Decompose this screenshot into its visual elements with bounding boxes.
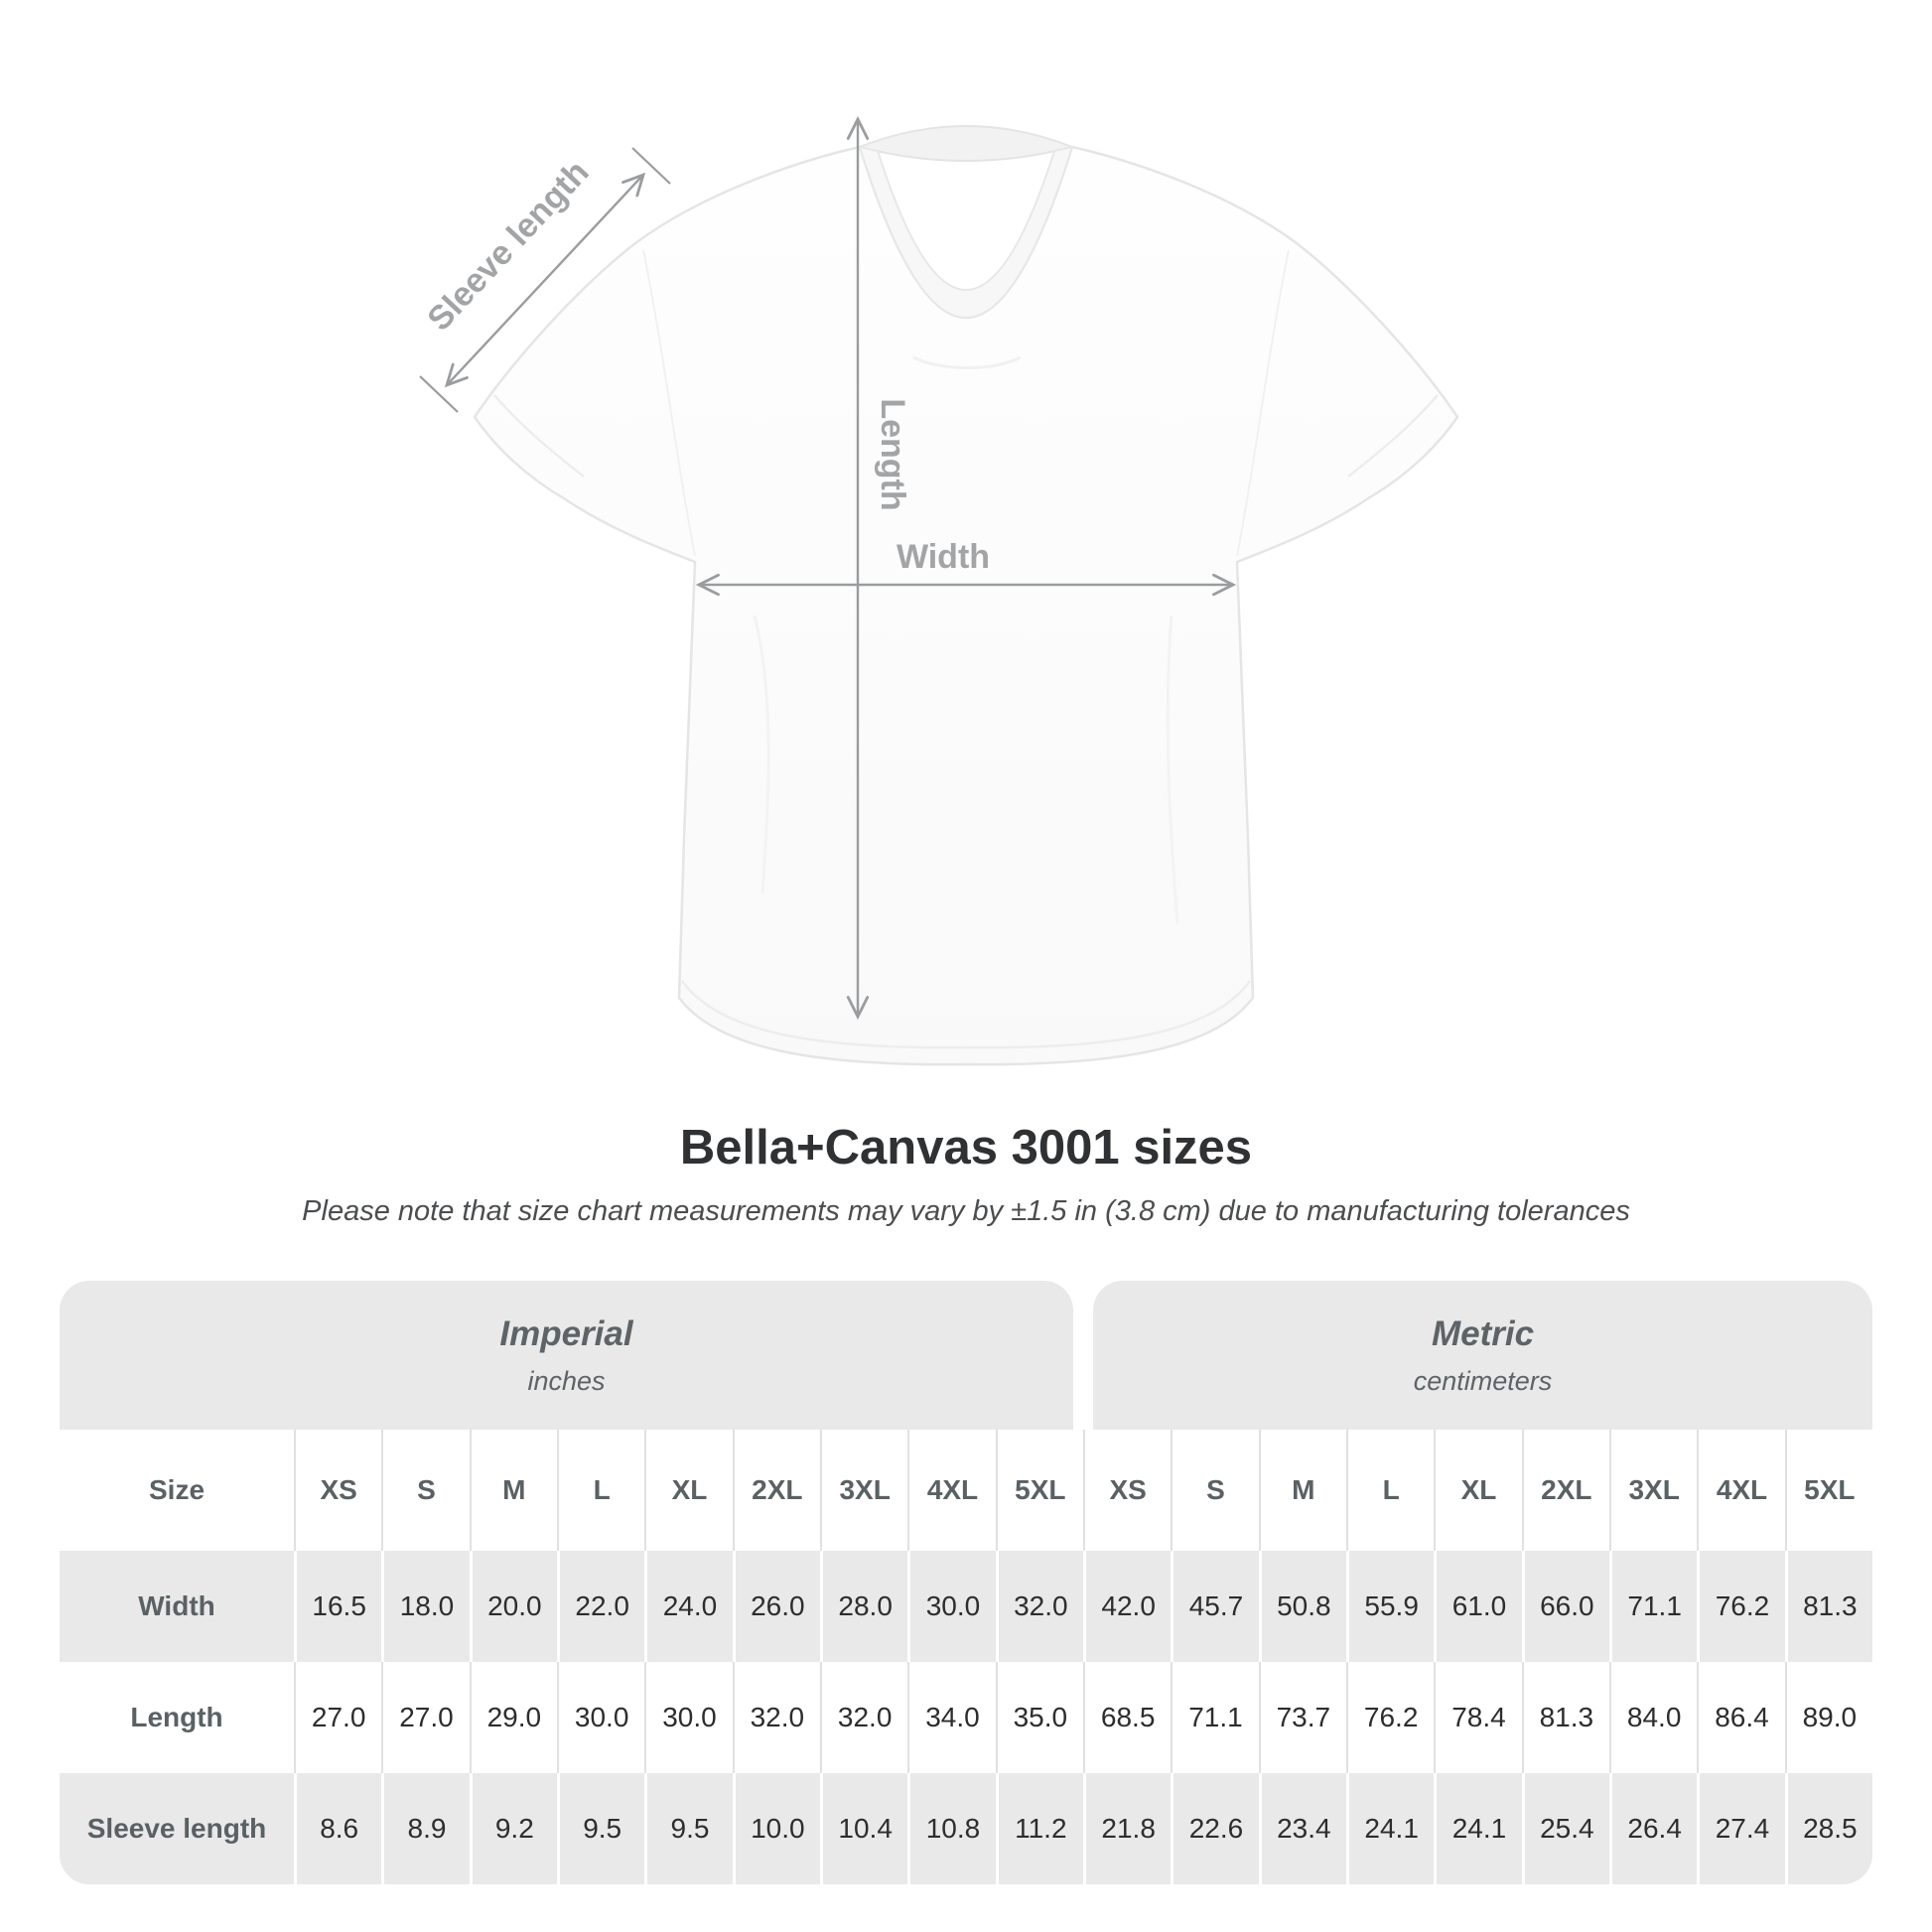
value-cell: 76.2 bbox=[1697, 1551, 1784, 1662]
value-cell: 28.0 bbox=[820, 1551, 907, 1662]
value-cell: 32.0 bbox=[733, 1662, 820, 1773]
tshirt-back-collar bbox=[860, 126, 1072, 161]
size-col-header: 4XL bbox=[907, 1430, 995, 1551]
value-cell: 45.7 bbox=[1171, 1551, 1258, 1662]
table-body bbox=[60, 1430, 1872, 1884]
size-col-header: XS bbox=[294, 1430, 381, 1551]
value-cell: 32.0 bbox=[996, 1551, 1083, 1662]
row-label: Sleeve length bbox=[86, 1813, 267, 1844]
width-row bbox=[60, 1551, 1872, 1662]
value-cell: 66.0 bbox=[1522, 1551, 1609, 1662]
value-cell: 22.0 bbox=[557, 1551, 644, 1662]
size-col-header: 4XL bbox=[1697, 1430, 1784, 1551]
value-cell: 26.4 bbox=[1609, 1773, 1697, 1884]
value-cell: 26.0 bbox=[733, 1551, 820, 1662]
value-cell: 42.0 bbox=[1083, 1551, 1171, 1662]
width-label: Width bbox=[896, 538, 991, 576]
size-col-header: 5XL bbox=[996, 1430, 1083, 1551]
value-cell: 81.3 bbox=[1785, 1551, 1872, 1662]
value-cell: 10.4 bbox=[820, 1773, 907, 1884]
value-cell: 34.0 bbox=[907, 1662, 995, 1773]
value-cell: 68.5 bbox=[1083, 1662, 1171, 1773]
row-label: Length bbox=[130, 1702, 223, 1732]
size-col-header: L bbox=[1346, 1430, 1434, 1551]
value-cell: 9.2 bbox=[470, 1773, 557, 1884]
value-cell: 32.0 bbox=[820, 1662, 907, 1773]
page-title: Bella+Canvas 3001 sizes bbox=[679, 1121, 1253, 1174]
value-cell: 27.0 bbox=[381, 1662, 469, 1773]
value-cell: 29.0 bbox=[470, 1662, 557, 1773]
value-cell: 86.4 bbox=[1697, 1662, 1784, 1773]
value-cell: 73.7 bbox=[1259, 1662, 1346, 1773]
value-cell: 11.2 bbox=[996, 1773, 1083, 1884]
size-col-header: XL bbox=[1434, 1430, 1521, 1551]
row-label: Width bbox=[138, 1590, 215, 1621]
value-cell: 16.5 bbox=[294, 1551, 381, 1662]
size-chart-table bbox=[60, 1281, 1872, 1884]
value-cell: 27.0 bbox=[294, 1662, 381, 1773]
imperial-label: Imperial bbox=[499, 1313, 633, 1353]
size-col-header: XS bbox=[1083, 1430, 1171, 1551]
tshirt-body bbox=[475, 147, 1457, 1064]
imperial-units: inches bbox=[527, 1365, 606, 1396]
value-cell: 81.3 bbox=[1522, 1662, 1609, 1773]
value-cell: 24.0 bbox=[644, 1551, 732, 1662]
tolerance-note: Please note that size chart measurements may vary by ±1.5 in (3.8 cm) due to manufacturing tolerances bbox=[302, 1195, 1630, 1227]
sleeve-length-label: Sleeve length bbox=[420, 153, 597, 339]
value-cell: 22.6 bbox=[1171, 1773, 1258, 1884]
sleeve-length-row bbox=[60, 1773, 1872, 1884]
value-cell: 20.0 bbox=[470, 1551, 557, 1662]
value-cell: 8.6 bbox=[294, 1773, 381, 1884]
size-col-header: XL bbox=[644, 1430, 732, 1551]
value-cell: 71.1 bbox=[1171, 1662, 1258, 1773]
imperial-header-band bbox=[60, 1281, 1073, 1430]
metric-header-band bbox=[1093, 1281, 1872, 1430]
size-col-header: S bbox=[1171, 1430, 1258, 1551]
value-cell: 23.4 bbox=[1259, 1773, 1346, 1884]
size-col-header: S bbox=[381, 1430, 469, 1551]
sleeve-dimension-tick-top bbox=[632, 148, 670, 184]
size-col-header: M bbox=[1259, 1430, 1346, 1551]
length-label: Length bbox=[874, 398, 911, 511]
value-cell: 35.0 bbox=[996, 1662, 1083, 1773]
size-col-header: 5XL bbox=[1785, 1430, 1872, 1551]
size-col-header: 3XL bbox=[820, 1430, 907, 1551]
tshirt-graphic bbox=[475, 126, 1457, 1064]
value-cell: 30.0 bbox=[644, 1662, 732, 1773]
size-col-header: L bbox=[557, 1430, 644, 1551]
value-cell: 10.0 bbox=[733, 1773, 820, 1884]
value-cell: 30.0 bbox=[557, 1662, 644, 1773]
value-cell: 71.1 bbox=[1609, 1551, 1697, 1662]
value-cell: 89.0 bbox=[1785, 1662, 1872, 1773]
value-cell: 61.0 bbox=[1434, 1551, 1521, 1662]
value-cell: 30.0 bbox=[907, 1551, 995, 1662]
value-cell: 8.9 bbox=[381, 1773, 469, 1884]
sleeve-dimension-tick-bottom bbox=[420, 376, 458, 412]
unit-band-row bbox=[60, 1281, 1872, 1430]
size-col-header: 2XL bbox=[1522, 1430, 1609, 1551]
value-cell: 24.1 bbox=[1434, 1773, 1521, 1884]
value-cell: 9.5 bbox=[557, 1773, 644, 1884]
value-cell: 21.8 bbox=[1083, 1773, 1171, 1884]
value-cell: 84.0 bbox=[1609, 1662, 1697, 1773]
value-cell: 28.5 bbox=[1785, 1773, 1872, 1884]
value-cell: 55.9 bbox=[1346, 1551, 1434, 1662]
value-cell: 50.8 bbox=[1259, 1551, 1346, 1662]
size-header-row bbox=[60, 1430, 1872, 1551]
size-col-header: M bbox=[470, 1430, 557, 1551]
size-col-header: 2XL bbox=[733, 1430, 820, 1551]
length-row bbox=[60, 1662, 1872, 1773]
metric-label: Metric bbox=[1431, 1313, 1535, 1353]
value-cell: 24.1 bbox=[1346, 1773, 1434, 1884]
value-cell: 9.5 bbox=[644, 1773, 732, 1884]
value-cell: 25.4 bbox=[1522, 1773, 1609, 1884]
metric-units: centimeters bbox=[1413, 1365, 1553, 1396]
size-column-header: Size bbox=[148, 1474, 206, 1505]
value-cell: 10.8 bbox=[907, 1773, 995, 1884]
value-cell: 78.4 bbox=[1434, 1662, 1521, 1773]
value-cell: 27.4 bbox=[1697, 1773, 1784, 1884]
value-cell: 76.2 bbox=[1346, 1662, 1434, 1773]
value-cell: 18.0 bbox=[381, 1551, 469, 1662]
size-col-header: 3XL bbox=[1609, 1430, 1697, 1551]
